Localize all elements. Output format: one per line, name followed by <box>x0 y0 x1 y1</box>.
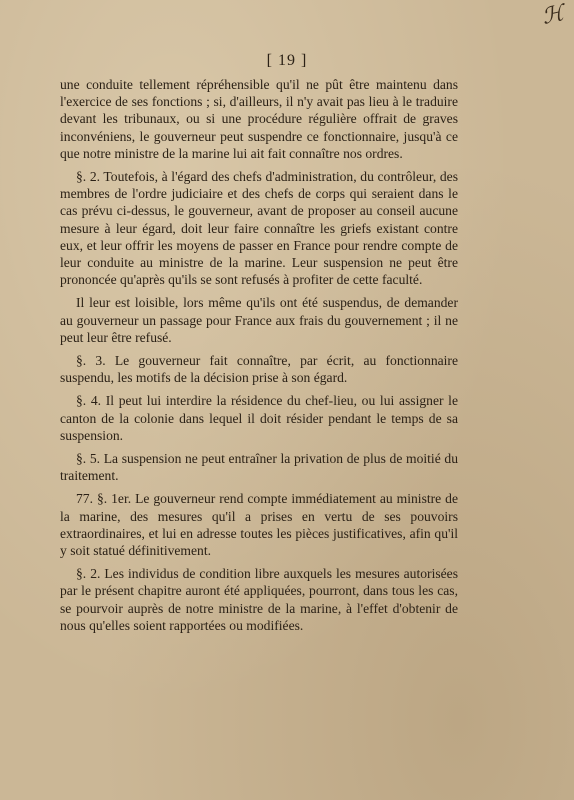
paragraph-article-77: 77. §. 1er. Le gouverneur rend compte immédiatement au ministre de la marine, des mesures qu'il a prises en vertu de ses pouvoirs extraordinaires, et lui en adresse toutes les pièces justificatives, afin qu'il y soit statué définitivement. <box>60 491 458 559</box>
paragraph-section-3: §. 3. Le gouverneur fait connaître, par écrit, au fonctionnaire suspendu, les motifs de la décision prise à son égard. <box>60 353 458 386</box>
paragraph-leave: Il leur est loisible, lors même qu'ils ont été suspendus, de demander au gouverneur un passage pour France aux frais du gouvernement ; il ne peut leur être refusé. <box>60 295 458 345</box>
paragraph-continuation: une conduite tellement répréhensible qu'il ne pût être maintenu dans l'exercice de ses fonctions ; si, d'ailleurs, il n'y avait pas lieu à le traduire devant les tribunaux, ou si une procédure régulière offrait de graves inconvéniens, le gouverneur peut suspendre ce fonctionnaire, jusqu'à ce que notre ministre de la marine lui ait fait connaître nos ordres. <box>60 77 458 161</box>
page-number: [ 19 ] <box>266 52 308 69</box>
paragraph-section-5: §. 5. La suspension ne peut entraîner la privation de plus de moitié du traitement. <box>60 451 458 484</box>
paragraph-article-77-section-2: §. 2. Les individus de condition libre auxquels les mesures autorisées par le présent chapitre auront été appliquées, pourront, dans tous les cas, se pourvoir auprès de notre ministre de la marine, à l'effet d'obtenir de nous qu'elles soient rapportées ou modifiées. <box>60 566 458 633</box>
body-text <box>60 76 458 640</box>
handwritten-mark: ℋ <box>539 0 567 29</box>
paragraph-section-2: §. 2. Toutefois, à l'égard des chefs d'administration, du contrôleur, des membres de l'ordre judiciaire et des chefs de corps qui seraient dans le cas prévu ci-dessus, le gouverneur, avant de proposer au conseil aucune mesure à leur égard, doit leur faire connaître les griefs existant contre eux, et leur offrir les moyens de passer en France pour rendre compte de leur conduite au ministre de la marine. Leur suspension ne peut être prononcée qu'après qu'ils se sont refusés à profiter de cette faculté. <box>60 169 458 288</box>
paragraph-section-4: §. 4. Il peut lui interdire la résidence du chef-lieu, ou lui assigner le canton de la colonie dans lequel il doit résider pendant le temps de sa suspension. <box>60 393 458 443</box>
